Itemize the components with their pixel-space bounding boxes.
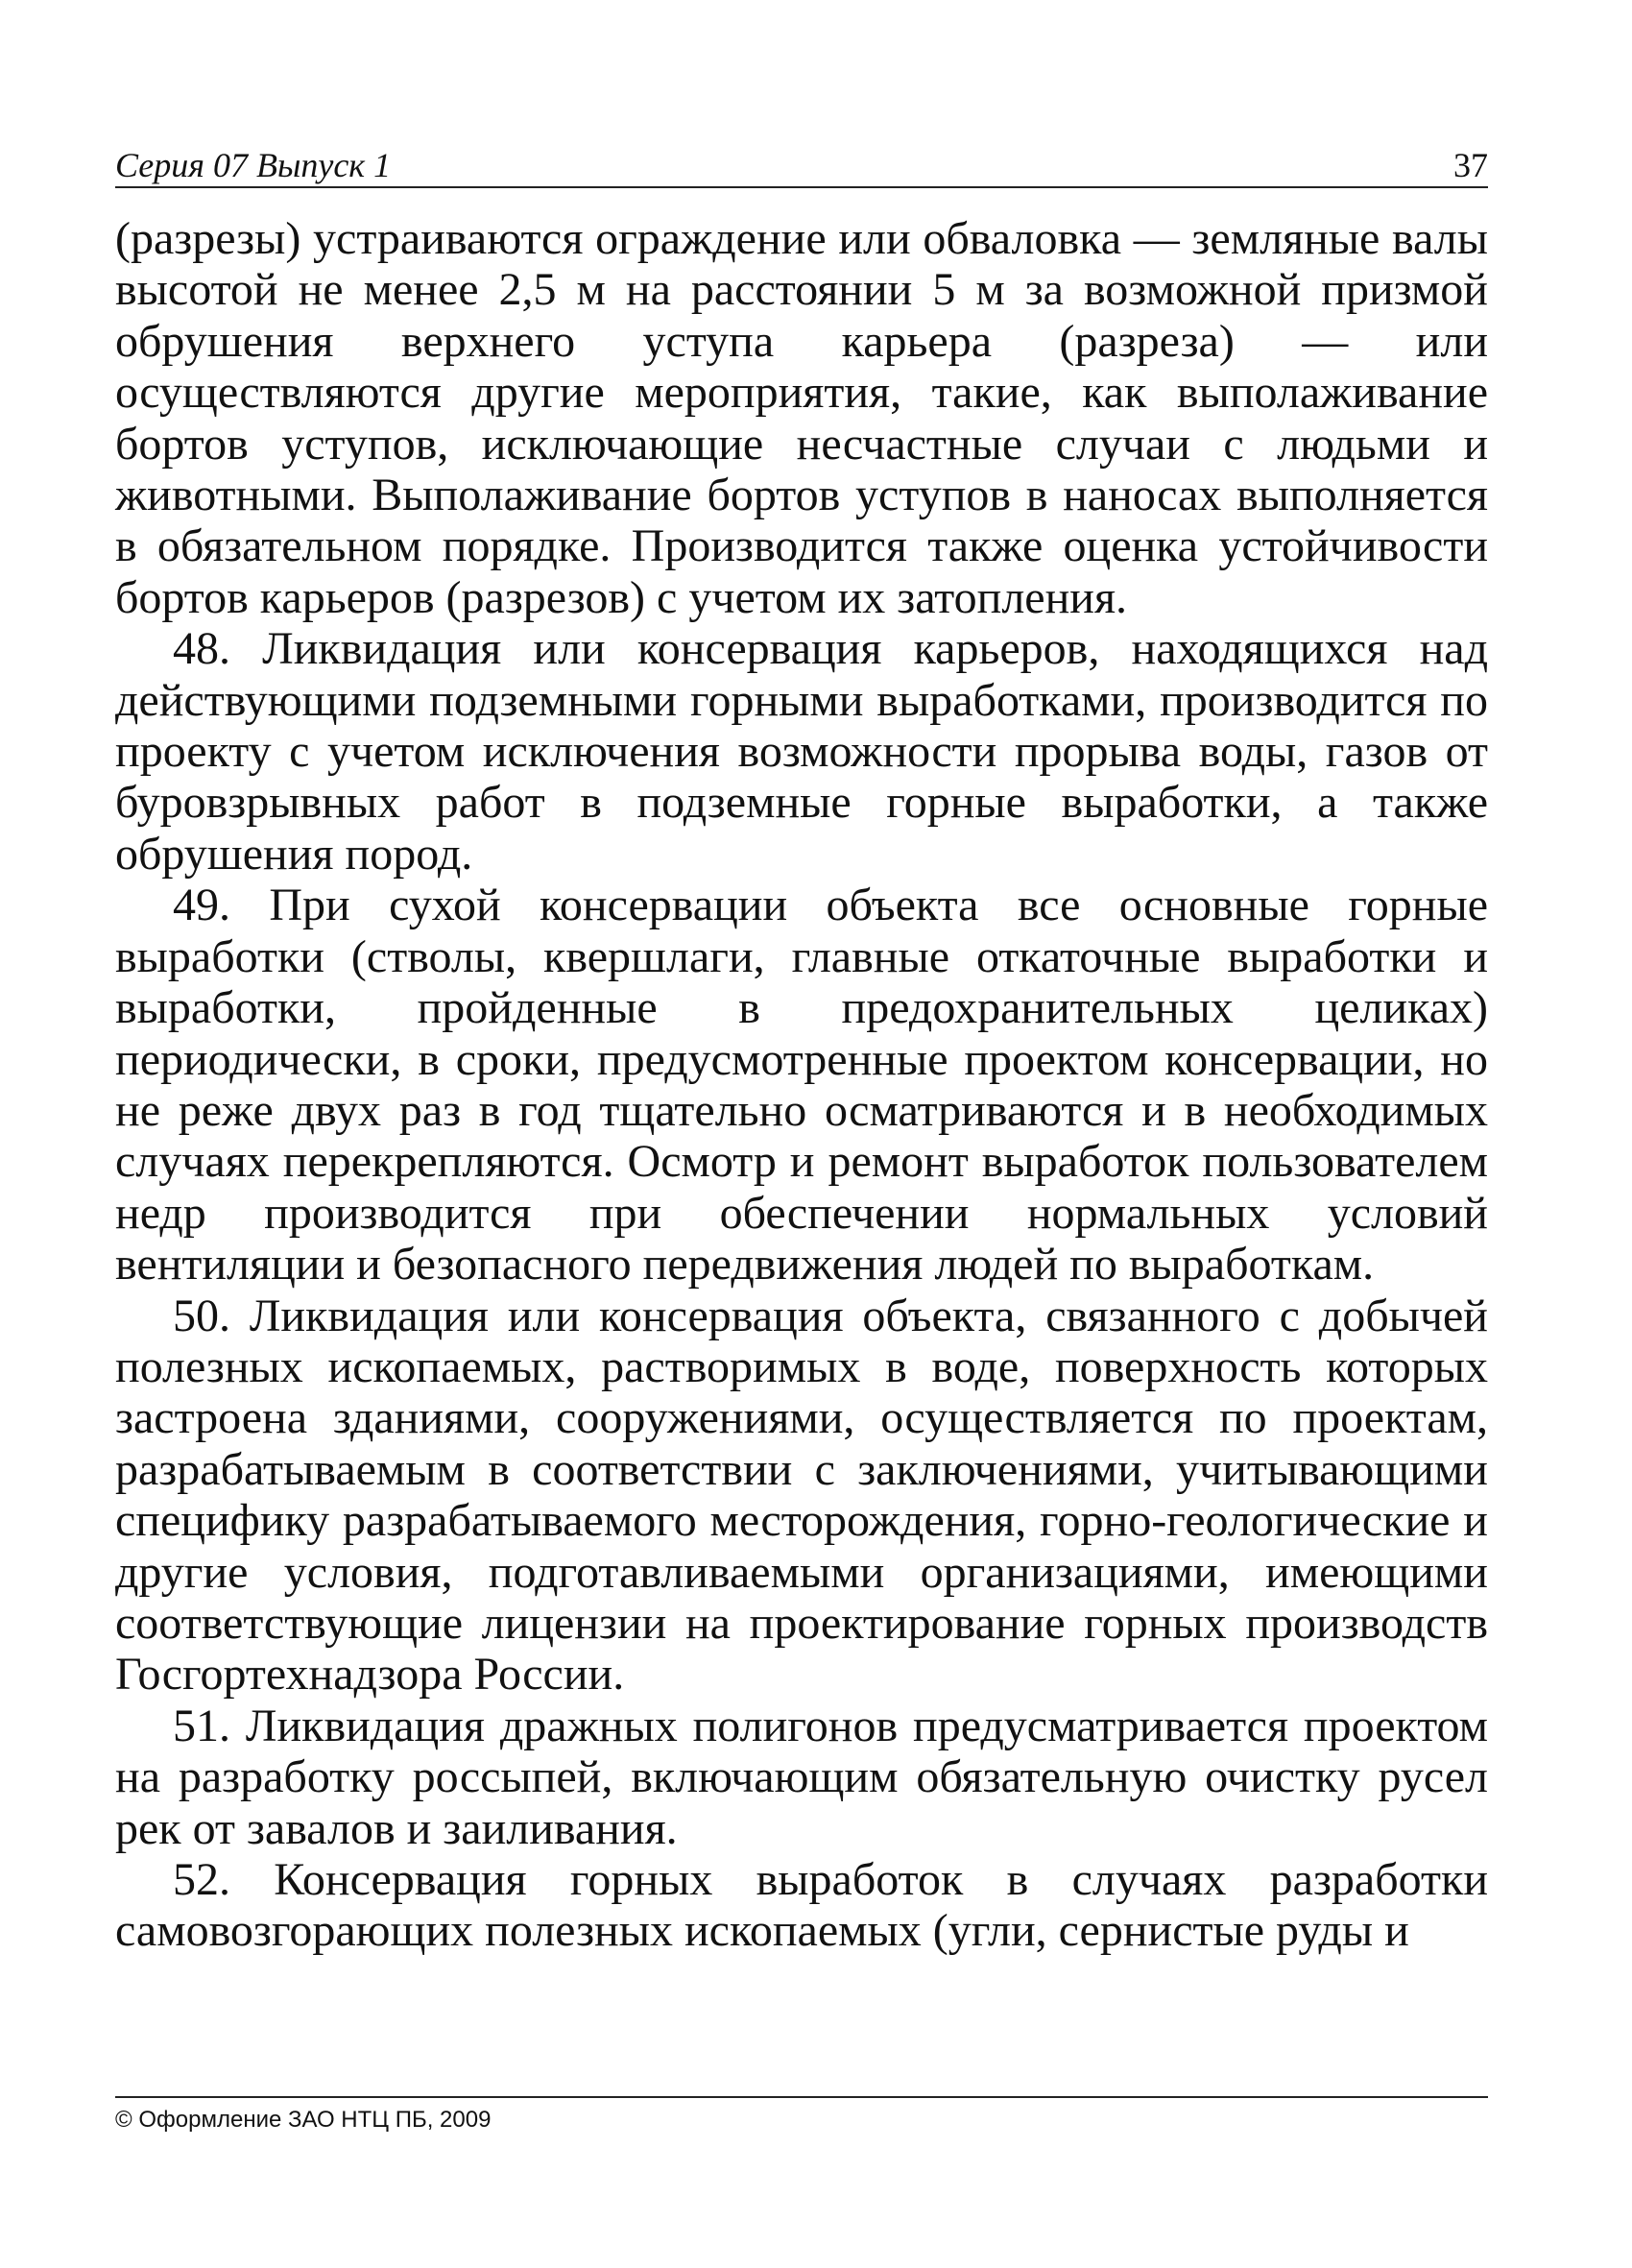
page-header [115, 144, 1488, 188]
paragraph-48: 48. Ликвидация или консервация карьеров, находящихся над действующими подземными горными выработками, производится по проекту с учетом исключения возможности прорыва воды, газов от буровзрывных работ в подземные горные выработки, а также обрушения пород. [115, 623, 1488, 880]
document-body [115, 213, 1488, 1957]
page-footer [115, 2096, 1488, 2135]
series-title: Серия 07 Выпуск 1 [115, 146, 392, 184]
paragraph-51: 51. Ликвидация дражных полигонов предусматривается проектом на разработку россыпей, включающим обязательную очистку русел рек от завалов и заиливания. [115, 1700, 1488, 1854]
paragraph-50: 50. Ликвидация или консервация объекта, связанного с добычей полезных ископаемых, растворимых в воде, поверхность которых застроена зданиями, сооружениями, осуществляется по проектам, разрабатываемым в соответствии с заключениями, учитывающими специфику разрабатываемого месторождения, горно-геологические и другие условия, подготавливаемыми организациями, имеющими соответствующие лицензии на проектирование горных производств Госгортехнадзора России. [115, 1290, 1488, 1701]
paragraph-49: 49. При сухой консервации объекта все основные горные выработки (стволы, квершлаги, главные откаточные выработки и выработки, пройденные в предохранительных целиках) периодически, в сроки, предусмотренные проектом консервации, но не реже двух раз в год тщательно осматриваются и в необходимых случаях перекрепляются. Осмотр и ремонт выработок пользователем недр производится при обеспечении нормальных условий вентиляции и безопасного передвижения людей по выработкам. [115, 880, 1488, 1291]
page-number: 37 [1453, 146, 1488, 184]
paragraph-52: 52. Консервация горных выработок в случаях разработки самовозгорающих полезных ископаемых (угли, сернистые руды и [115, 1854, 1488, 1957]
paragraph-continuation: (разрезы) устраиваются ограждение или обваловка — земляные валы высотой не менее 2,5 м на расстоянии 5 м за возможной призмой обрушения верхнего уступа карьера (разреза) — или осуществляются другие мероприятия, такие, как выполаживание бортов уступов, исключающие несчастные случаи с людьми и животными. Выполаживание бортов уступов в наносах выполняется в обязательном порядке. Производится также оценка устойчивости бортов карьеров (разрезов) с учетом их затопления. [115, 213, 1488, 623]
copyright-notice: © Оформление ЗАО НТЦ ПБ, 2009 [115, 2107, 492, 2133]
